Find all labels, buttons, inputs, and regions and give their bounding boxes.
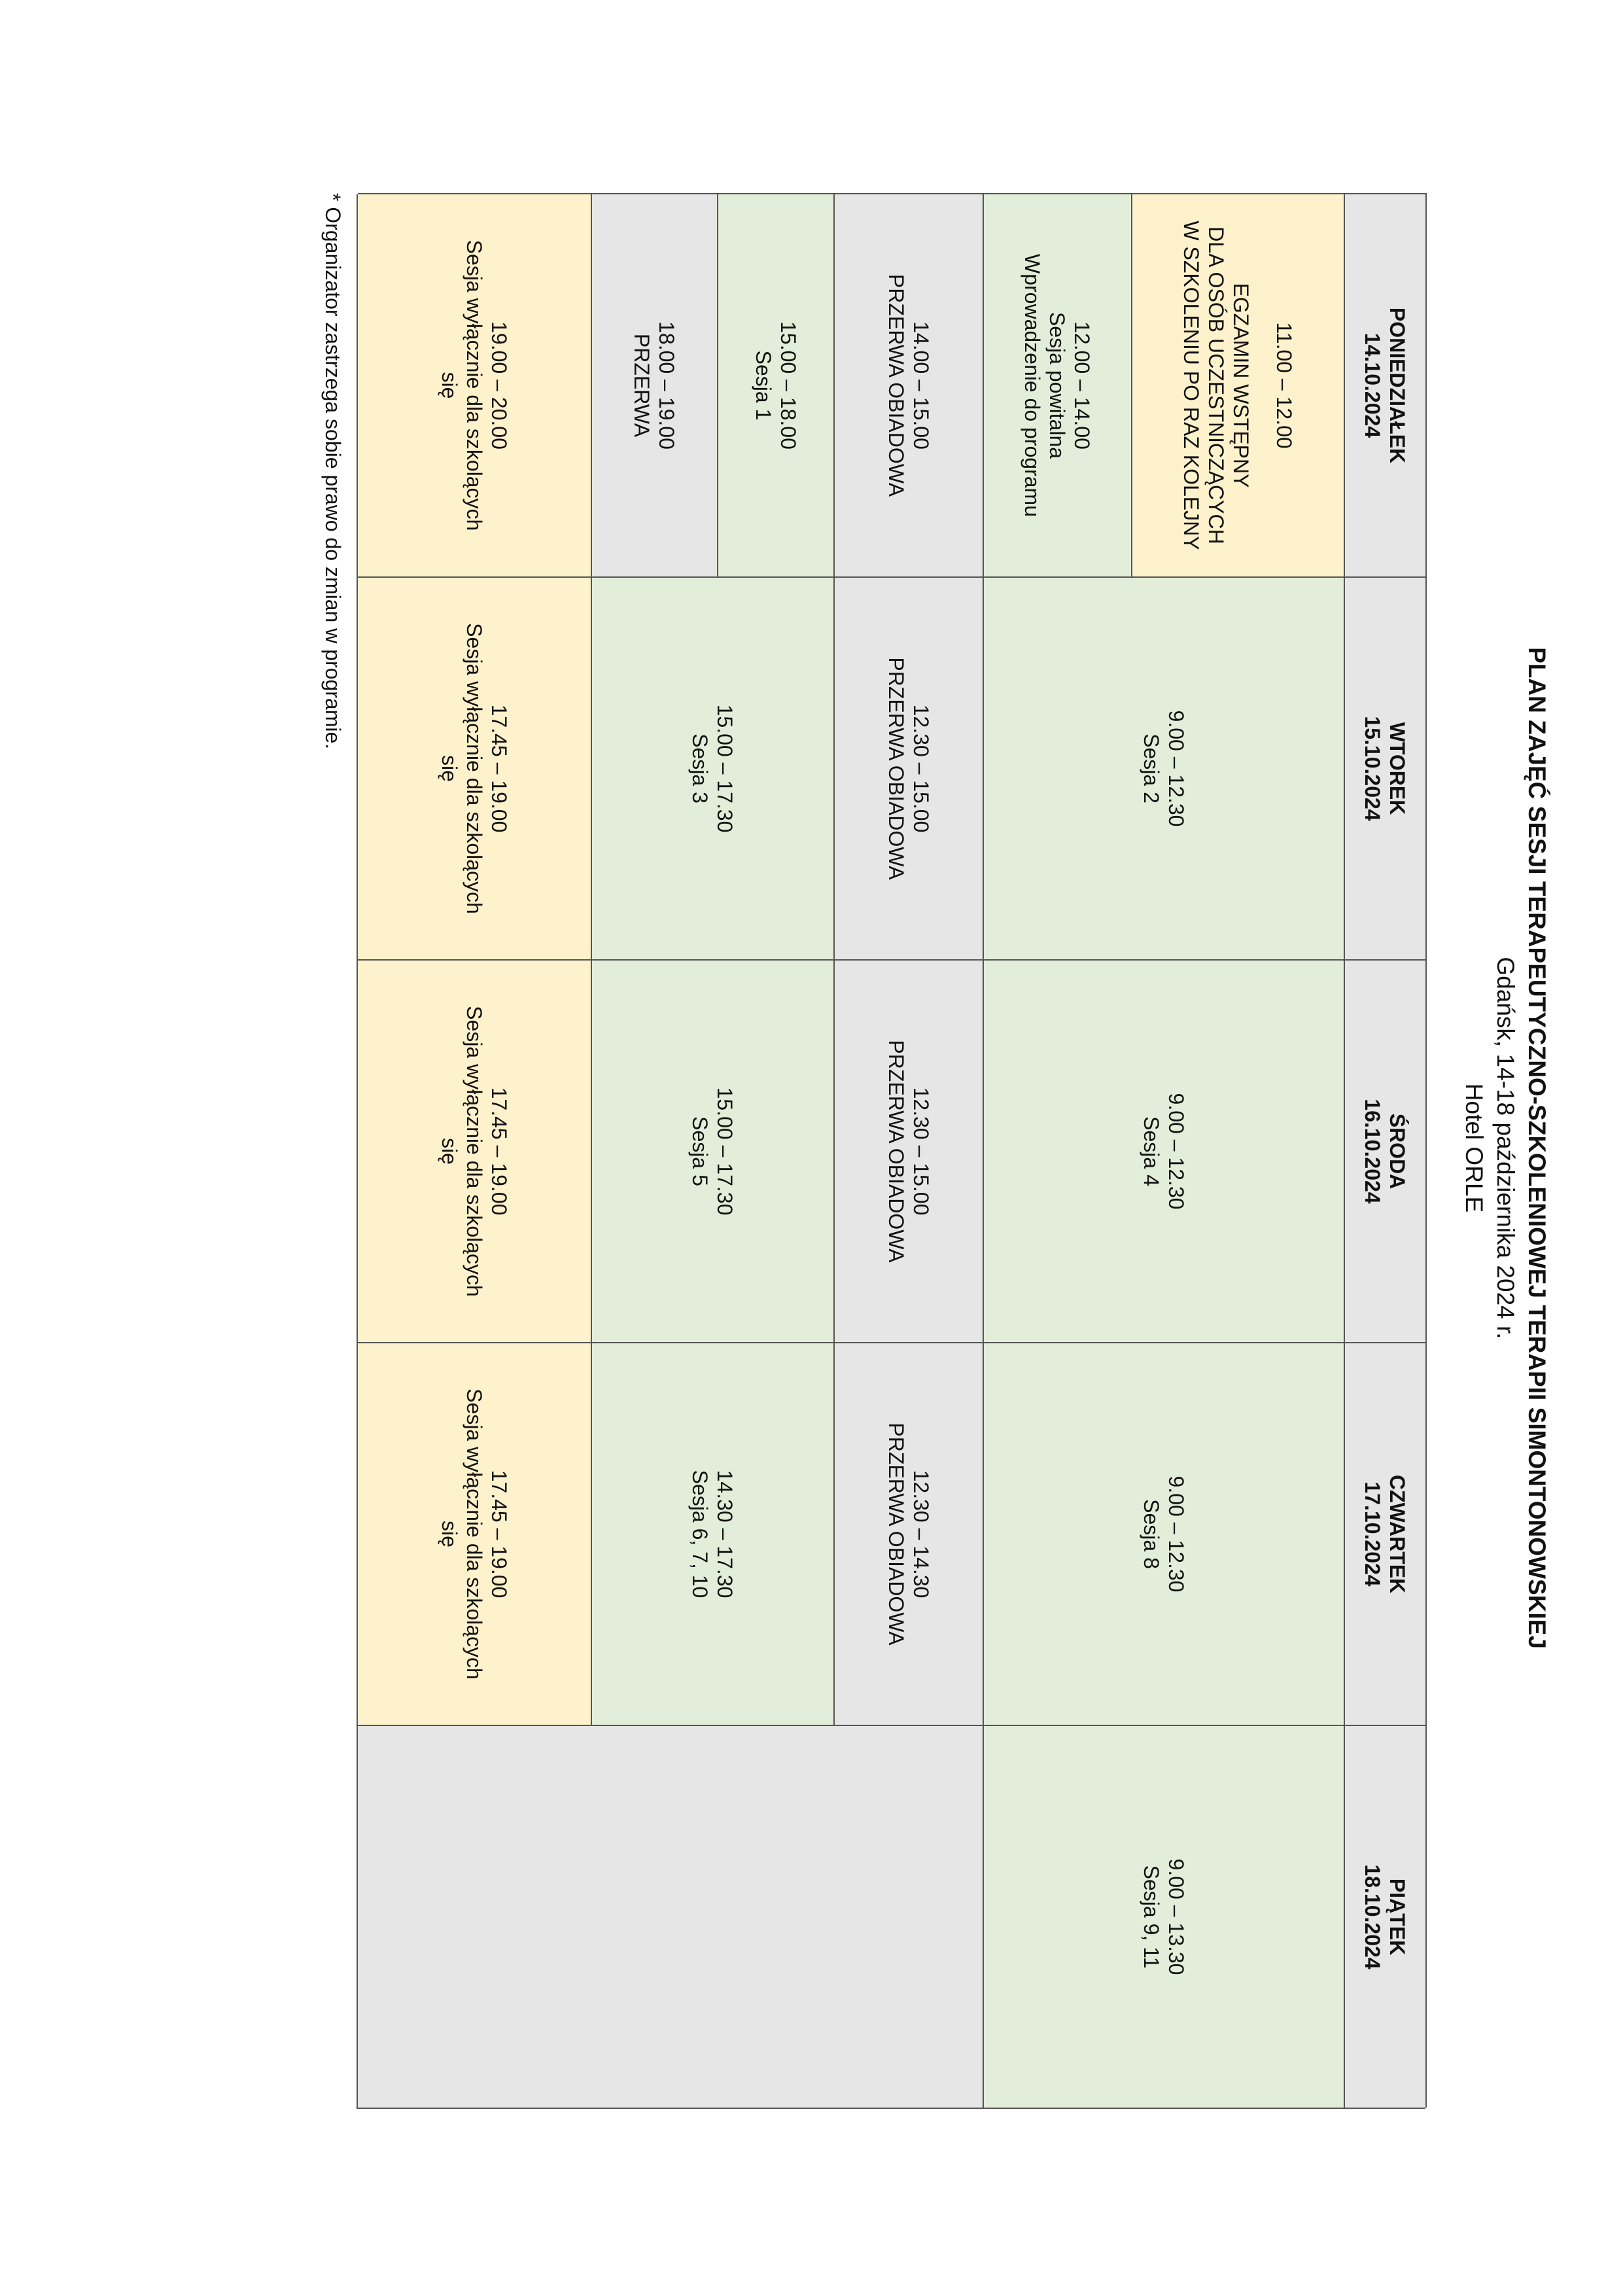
page-subtitle: Gdańsk, 14-18 października 2024 r.: [1492, 957, 1519, 1339]
day-header-tuesday: [1344, 578, 1425, 961]
slot-label: się: [438, 1521, 461, 1547]
wednesday-morning-cell: [983, 961, 1344, 1343]
wednesday-evening-cell: [357, 961, 591, 1343]
tuesday-lunch-cell: [833, 578, 983, 961]
slot-label: Sesja 5: [688, 1116, 712, 1186]
slot-label: PRZERWA OBIADOWA: [884, 274, 908, 497]
friday-morning-cell: [983, 1726, 1344, 2109]
day-date: 17.10.2024: [1361, 1481, 1385, 1587]
slot-label: Sesja 1: [752, 350, 775, 421]
day-header-friday: [1344, 1726, 1425, 2109]
slot-time: 14.00 – 15.00: [909, 321, 933, 450]
slot-time: 15.00 – 18.00: [777, 321, 800, 450]
venue-label: Hotel ORLE: [1461, 1083, 1488, 1213]
thursday-evening-cell: [357, 1343, 591, 1726]
monday-session1-cell: [717, 194, 833, 578]
monday-welcome-cell: [983, 194, 1131, 578]
slot-label: się: [438, 372, 461, 399]
friday-empty-cell: [357, 1726, 983, 2109]
slot-label: Sesja wyłącznie dla szkolących: [462, 1388, 486, 1680]
slot-time: 19.00 – 20.00: [487, 321, 511, 450]
day-name: ŚRODA: [1386, 1113, 1410, 1190]
slot-time: 12.30 – 15.00: [909, 704, 933, 833]
slot-label: W SZKOLENIU PO RAZ KOLEJNY: [1179, 221, 1204, 550]
tuesday-evening-cell: [357, 578, 591, 961]
schedule-table: [358, 193, 1427, 2108]
slot-label: Sesja wyłącznie dla szkolących: [462, 1006, 486, 1297]
day-name: PONIEDZIAŁEK: [1386, 307, 1410, 464]
wednesday-afternoon-cell: [591, 961, 833, 1343]
thursday-lunch-cell: [833, 1343, 983, 1726]
day-name: WTOREK: [1386, 722, 1410, 815]
monday-lunch-cell: [833, 194, 983, 578]
slot-label: PRZERWA OBIADOWA: [884, 657, 908, 880]
title-block: [1458, 0, 1552, 2296]
day-date: 18.10.2024: [1361, 1864, 1385, 1969]
day-header-wednesday: [1344, 961, 1425, 1343]
tuesday-morning-cell: [983, 578, 1344, 961]
day-header-monday: [1344, 194, 1425, 578]
thursday-morning-cell: [983, 1343, 1344, 1726]
slot-time: 18.00 – 19.00: [655, 321, 679, 450]
slot-time: 12.30 – 15.00: [909, 1087, 933, 1216]
slot-time: 9.00 – 13.30: [1164, 1858, 1188, 1975]
slot-label: się: [438, 1138, 461, 1165]
day-date: 14.10.2024: [1361, 332, 1385, 438]
slot-time: 12.00 – 14.00: [1070, 321, 1094, 450]
slot-time: 9.00 – 12.30: [1164, 1475, 1188, 1593]
slot-time: 9.00 – 12.30: [1164, 710, 1188, 827]
slot-time: 12.30 – 14.30: [909, 1470, 933, 1598]
slot-label: Sesja 9, 11: [1140, 1865, 1163, 1969]
slot-label: Sesja wyłącznie dla szkolących: [462, 623, 486, 914]
slot-label: Sesja 8: [1140, 1499, 1163, 1569]
day-name: PIĄTEK: [1386, 1878, 1410, 1956]
tuesday-afternoon-cell: [591, 578, 833, 961]
slot-time: 11.00 – 12.00: [1272, 322, 1297, 449]
day-date: 16.10.2024: [1361, 1099, 1385, 1204]
day-header-thursday: [1344, 1343, 1425, 1726]
day-date: 15.10.2024: [1361, 716, 1385, 821]
slot-label: Wprowadzenie do programu: [1021, 254, 1045, 517]
slot-label: Sesja 4: [1140, 1116, 1163, 1186]
slot-label: EGZAMIN WSTĘPNY: [1229, 283, 1253, 488]
wednesday-lunch-cell: [833, 961, 983, 1343]
footnote: * Organizator zastrzega sobie prawo do zmian w programie.: [321, 193, 345, 750]
monday-evening-cell: [357, 194, 591, 578]
page-title: PLAN ZAJĘĆ SESJI TERAPEUTYCZNO-SZKOLENIOWEJ TERAPII SIMONTONOWSKIEJ: [1524, 647, 1550, 1649]
slot-time: 15.00 – 17.30: [713, 704, 737, 833]
slot-label: PRZERWA OBIADOWA: [884, 1040, 908, 1263]
slot-label: Sesja 2: [1140, 733, 1163, 804]
monday-break-cell: [591, 194, 717, 578]
day-name: CZWARTEK: [1386, 1474, 1410, 1594]
slot-label: PRZERWA: [630, 333, 654, 438]
slot-label: DLA OSÓB UCZESTNICZĄCYCH: [1204, 226, 1229, 544]
slot-label: Sesja 6, 7, 10: [688, 1470, 712, 1598]
slot-time: 14.30 – 17.30: [713, 1470, 737, 1598]
slot-label: Sesja powitalna: [1045, 311, 1070, 459]
slot-label: się: [438, 755, 461, 782]
slot-label: Sesja wyłącznie dla szkolących: [462, 239, 486, 531]
slot-time: 17.45 – 19.00: [487, 1087, 511, 1216]
slot-label: PRZERWA OBIADOWA: [884, 1422, 908, 1646]
slot-time: 17.45 – 19.00: [487, 1470, 511, 1598]
thursday-afternoon-cell: [591, 1343, 833, 1726]
slot-time: 17.45 – 19.00: [487, 704, 511, 833]
monday-exam-cell: [1131, 194, 1344, 578]
slot-time: 9.00 – 12.30: [1164, 1093, 1188, 1210]
slot-time: 15.00 – 17.30: [713, 1087, 737, 1216]
slot-label: Sesja 3: [688, 733, 712, 804]
